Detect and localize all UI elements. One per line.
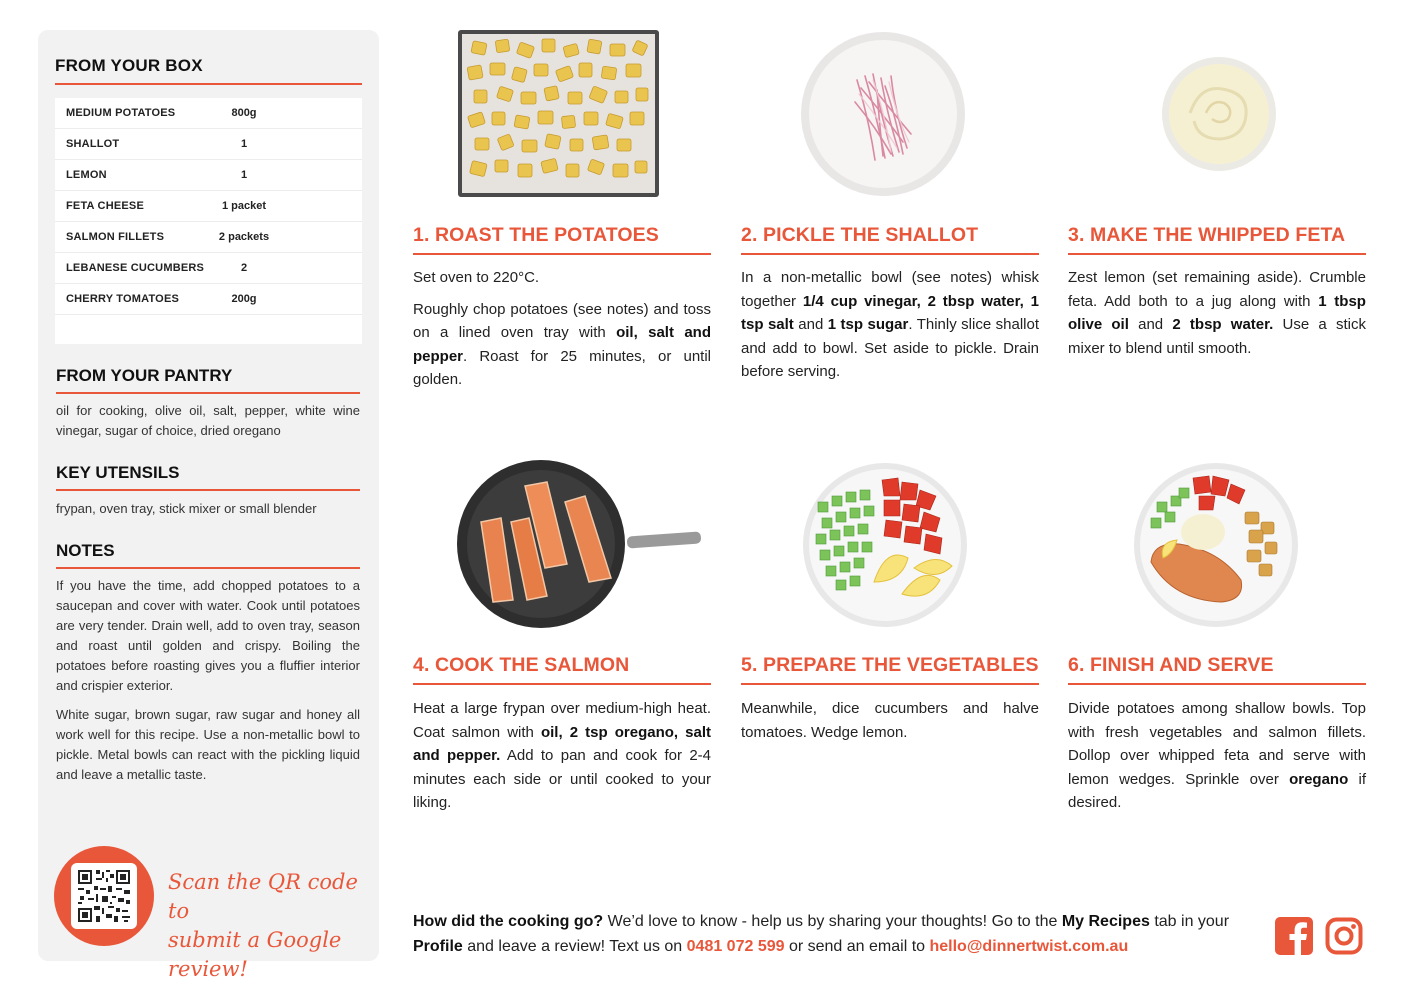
- step-2-title: 2. PICKLE THE SHALLOT: [741, 224, 1039, 255]
- instagram-icon[interactable]: [1325, 917, 1363, 955]
- facebook-icon[interactable]: [1275, 917, 1313, 955]
- step-1-body: [413, 266, 711, 400]
- ingredient-row: [55, 253, 362, 284]
- ingredient-qty: 2: [240, 262, 248, 274]
- step-2-body: In a non-metallic bowl (see notes) whisk together 1/4 cup vinegar, 2 tbsp water, 1 tsp salt and 1 tsp sugar. Thinly slice shallot and add to bowl. Set aside to pickle. Drain before serving.: [741, 269, 1040, 380]
- ingredient-row: [55, 222, 362, 253]
- step-3-title: 3. MAKE THE WHIPPED FETA: [1068, 224, 1366, 255]
- utensils-text: frypan, oven tray, stick mixer or small blender: [56, 501, 317, 516]
- step-1-p1: Set oven to 220°C.: [413, 269, 540, 286]
- ingredient-row: [55, 160, 362, 191]
- ingredient-name: LEMON: [66, 169, 107, 181]
- qr-caption: [168, 868, 368, 984]
- step-3-body: Zest lemon (set remaining aside). Crumble feta. Add both to a jug along with 1 tbsp olive oil and 2 tbsp water. Use a stick mixer to blend until smooth.: [1068, 269, 1366, 357]
- step-5-title: 5. PREPARE THE VEGETABLES: [741, 654, 1039, 685]
- ingredient-name: SALMON FILLETS: [66, 231, 165, 243]
- ingredient-name: FETA CHEESE: [66, 200, 144, 212]
- ingredient-qty: 200g: [231, 293, 257, 305]
- step-4-title: 4. COOK THE SALMON: [413, 654, 711, 685]
- ingredient-row: [55, 98, 362, 129]
- pantry-heading: FROM YOUR PANTRY: [56, 366, 360, 394]
- salmon-frypan-photo: [455, 460, 703, 628]
- step-1-p2: Roughly chop potatoes (see notes) and toss on a lined oven tray with oil, salt and pepper. Roast for 25 minutes, or until golden.: [413, 300, 711, 388]
- utensils-heading: KEY UTENSILS: [56, 463, 360, 491]
- ingredient-qty: 800g: [231, 107, 257, 119]
- qr-badge[interactable]: [54, 846, 154, 946]
- step-6-body: Divide potatoes among shallow bowls. Top with fresh vegetables and salmon fillets. Dollop over whipped feta and serve with lemon wedges. Sprinkle over oregano if desired.: [1068, 700, 1367, 811]
- step-5-body: Meanwhile, dice cucumbers and halve tomatoes. Wedge lemon.: [741, 700, 1039, 741]
- finished-dish-photo: [1133, 462, 1299, 628]
- ingredient-row: [55, 191, 362, 222]
- qr-code-icon[interactable]: [76, 868, 132, 924]
- feedback-footer: How did the cooking go? We’d love to know - help us by sharing your thoughts! Go to the My Recipes tab in your Profile and leave a review! Text us on 0481 072 599 or send an email to hello@dinnertwist.com.au: [413, 913, 1230, 955]
- pickled-shallot-photo: [799, 30, 967, 198]
- phone-link[interactable]: 0481 072 599: [686, 938, 785, 955]
- whipped-feta-photo: [1160, 55, 1278, 173]
- notes-paragraph-1: If you have the time, add chopped potatoes to a saucepan and cover with water. Cook until potatoes are very tender. Drain well, add to oven tray, season and roast until golden and crispy. Boiling the potatoes before roasting gives you a fluffier interior and crispier exterior.: [56, 578, 360, 693]
- ingredient-name: SHALLOT: [66, 138, 120, 150]
- ingredients-table: [55, 98, 362, 344]
- sidebar: [38, 30, 379, 981]
- step-4-body: Heat a large frypan over medium-high heat. Coat salmon with oil, 2 tsp oregano, salt and pepper. Add to pan and cook for 2-4 minutes each side or until cooked to your liking.: [413, 700, 712, 811]
- ingredient-qty: 2 packets: [218, 231, 270, 243]
- ingredient-qty: 1: [240, 169, 248, 181]
- step-1-title: 1. ROAST THE POTATOES: [413, 224, 711, 255]
- ingredient-row: [55, 284, 362, 315]
- ingredient-name: LEBANESE CUCUMBERS: [66, 262, 205, 274]
- ingredient-name: MEDIUM POTATOES: [66, 107, 176, 119]
- qr-caption-line-1: Scan the QR code to: [168, 870, 358, 923]
- step-6-title: 6. FINISH AND SERVE: [1068, 654, 1366, 685]
- from-your-box-heading: FROM YOUR BOX: [55, 56, 362, 85]
- prepared-vegetables-photo: [802, 462, 968, 628]
- pantry-text: oil for cooking, olive oil, salt, pepper, white wine vinegar, sugar of choice, dried oregano: [56, 403, 360, 438]
- email-link[interactable]: hello@dinnertwist.com.au: [929, 938, 1129, 955]
- ingredient-row: [55, 129, 362, 160]
- roasted-potatoes-photo: [458, 30, 659, 197]
- ingredient-name: CHERRY TOMATOES: [66, 293, 180, 305]
- ingredient-qty: 1: [240, 138, 248, 150]
- qr-caption-line-2: submit a Google review!: [168, 928, 342, 981]
- ingredient-qty: 1 packet: [221, 200, 267, 212]
- notes-paragraph-2: White sugar, brown sugar, raw sugar and honey all work well for this recipe. Use a non-metallic bowl to pickle. Metal bowls can react with the pickling liquid and leave a metallic taste.: [56, 707, 360, 782]
- notes-heading: NOTES: [56, 541, 360, 569]
